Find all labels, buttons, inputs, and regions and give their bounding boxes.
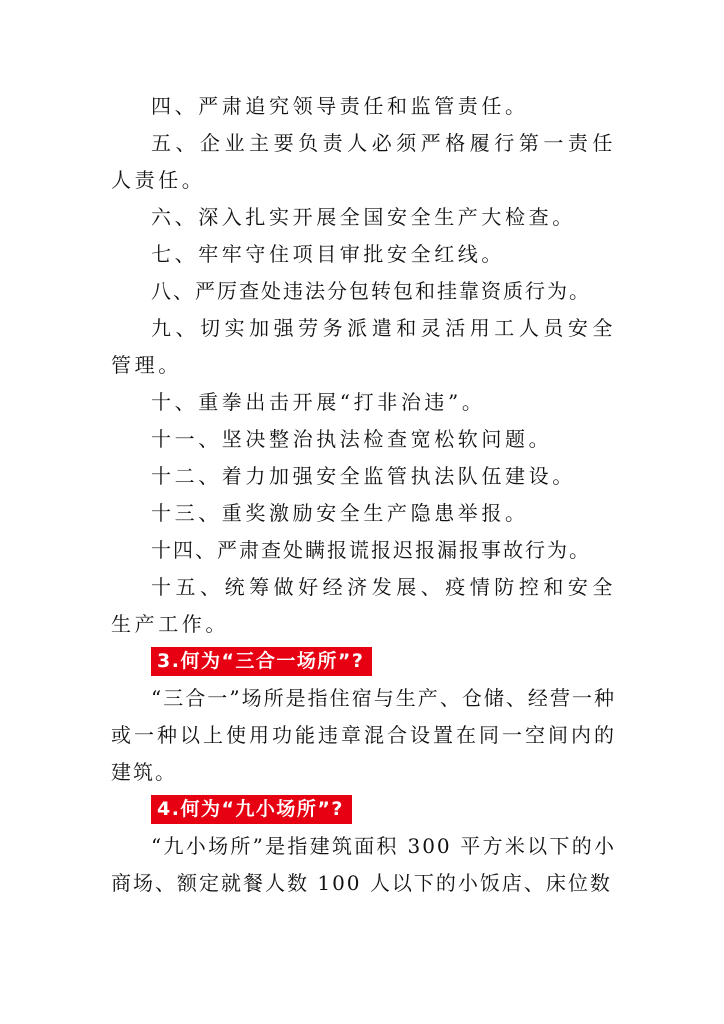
document-body: [111, 88, 616, 902]
section-body-nine-small: “九小场所”是指建筑面积 300 平方米以下的小商场、额定就餐人数 100 人以下的小饭店、床位数: [111, 834, 616, 895]
list-item: 十二、着力加强安全监管执法队伍建设。: [151, 464, 576, 488]
list-item: 五、企业主要负责人必须严格履行第一责任人责任。: [111, 131, 616, 192]
section-heading-row: [111, 643, 616, 680]
list-item: 八、严厉查处违法分包转包和挂靠资质行为。: [151, 279, 591, 303]
section-body-three-in-one: “三合一”场所是指住宿与生产、仓储、经营一种或一种以上使用功能违章混合设置在同一空间内的建筑。: [111, 686, 616, 784]
list-item: 十、重拳出击开展“打非治违”。: [151, 390, 486, 414]
section-heading-three-in-one: 3.何为“三合一场所”?: [151, 647, 372, 676]
list-item: 九、切实加强劳务派遣和灵活用工人员安全管理。: [111, 316, 616, 377]
list-item: 七、牢牢守住项目审批安全红线。: [151, 242, 505, 266]
list-item: 十三、重奖激励安全生产隐患举报。: [151, 501, 529, 525]
section-heading-nine-small: 4.何为“九小场所”?: [151, 795, 352, 824]
list-item: 六、深入扎实开展全国安全生产大检查。: [151, 205, 576, 229]
list-item: 十四、严肃查处瞒报谎报迟报漏报事故行为。: [151, 538, 591, 562]
list-item: 十五、统筹做好经济发展、疫情防控和安全生产工作。: [111, 575, 616, 636]
section-heading-row: [111, 791, 616, 828]
list-item: 十一、坚决整治执法检查宽松软问题。: [151, 427, 553, 451]
list-item: 四、严肃追究领导责任和监管责任。: [151, 94, 529, 118]
